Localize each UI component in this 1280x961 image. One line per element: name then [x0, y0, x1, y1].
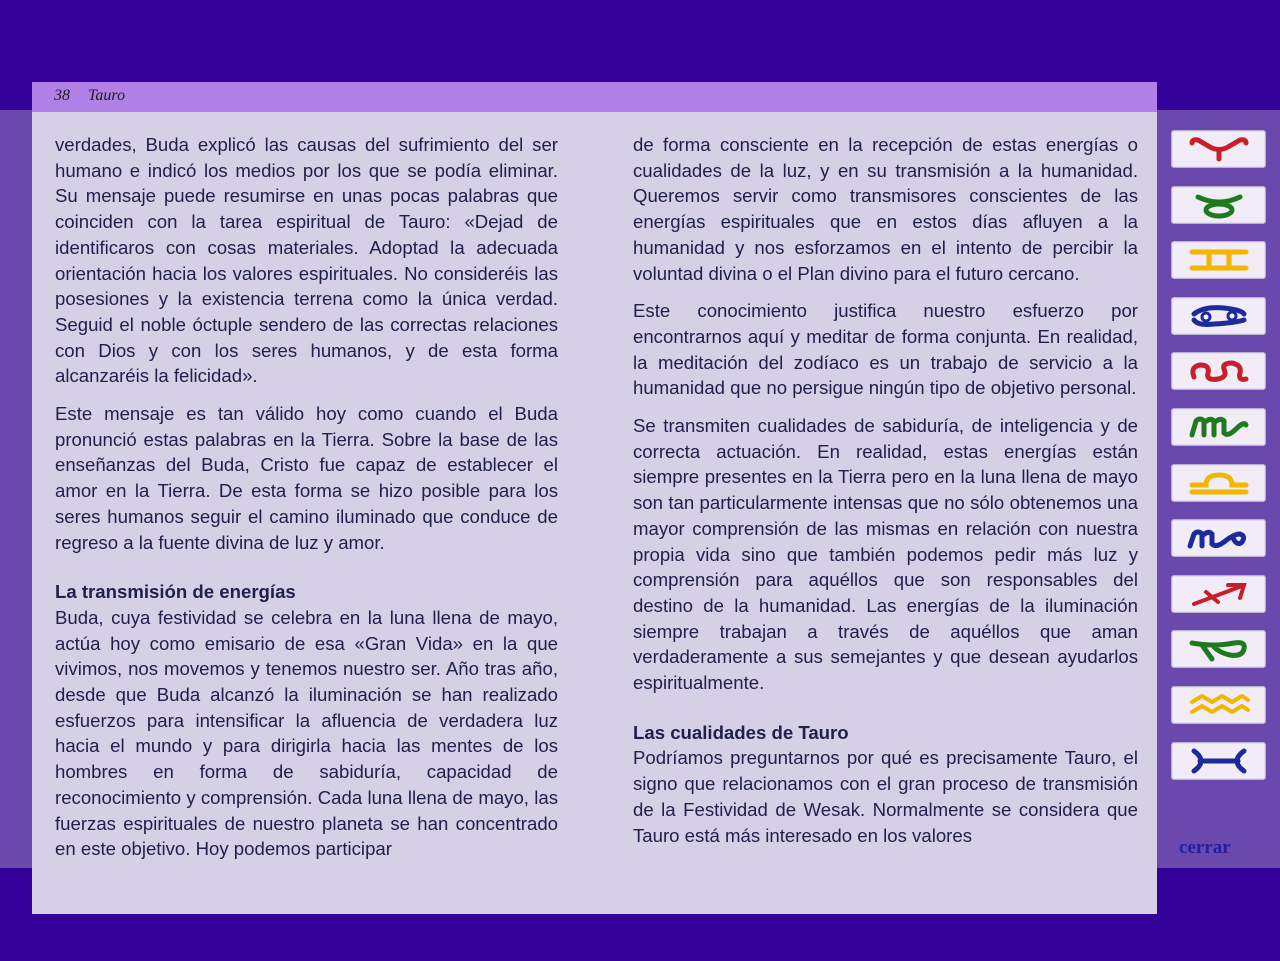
cancer-icon [1184, 302, 1254, 330]
sagittarius-icon [1184, 580, 1254, 608]
libra-icon [1184, 469, 1254, 497]
left-column [55, 132, 558, 874]
leo-icon [1184, 357, 1254, 385]
chapter-title: Tauro [88, 87, 126, 104]
zodiac-button-taurus[interactable] [1171, 186, 1266, 224]
pisces-icon [1184, 747, 1254, 775]
paragraph: de forma consciente en la recepción de estas energías o cualidades de la luz, y en su transmisión a la humanidad. Queremos servir como transmisores conscientes de las energías espirituales que en estos días afluyen a la humanidad y nos esforzamos en el intento de percibir la voluntad divina o el Plan divino para el futuro cercano. [633, 134, 1138, 284]
paragraph: Se transmiten cualidades de sabiduría, de inteligencia y de correcta actuación. En realidad, estas energías están siempre presentes en la Tierra pero en la luna llena de mayo son tan particularmente intensas que no sólo obtenemos una mayor comprensión de las mismas en relación con nuestra propia vida sino que también podemos pedir más luz y comprensión para aquéllos que son responsables del destino de la humanidad. Las energías de la iluminación siempre trabajan a través de aquéllos que aman verdaderamente a sus semejantes y que desean ayudarlos espiritualmente. [633, 415, 1138, 694]
section-heading: Las cualidades de Tauro [633, 721, 849, 743]
zodiac-button-virgo[interactable] [1171, 408, 1266, 446]
zodiac-button-scorpio[interactable] [1171, 519, 1266, 557]
paragraph: Este conocimiento justifica nuestro esfuerzo por encontrarnos aquí y meditar de forma conjunta. En realidad, la meditación del zodíaco es un trabajo de servicio a la humanidad que no persigue ningún tipo de objetivo personal. [633, 300, 1138, 399]
page-number: 38 [54, 87, 70, 104]
book-page [32, 82, 1157, 914]
section-heading: La transmisión de energías [55, 581, 296, 603]
capricorn-icon [1184, 635, 1254, 663]
close-link[interactable]: cerrar [1179, 837, 1231, 858]
zodiac-button-pisces[interactable] [1171, 742, 1266, 780]
zodiac-button-cancer[interactable] [1171, 297, 1266, 335]
paragraph: verdades, Buda explicó las causas del sufrimiento del ser humano e indicó los medios por los que se podía eliminar. Su mensaje puede resumirse en unas pocas palabras que coinciden con la tarea espiritual de Tauro: «Dejad de identificaros con cosas materiales. Adoptad la adecuada orientación hacia los valores espirituales. No consideréis las posesiones y la existencia terrena como la única verdad. Seguid el noble óctuple sendero de las correctas relaciones con Dios y con los seres humanos, y de esta forma alcanzaréis la felicidad». [55, 134, 558, 387]
zodiac-navigation [1171, 130, 1266, 797]
paragraph: Buda, cuya festividad se celebra en la luna llena de mayo, actúa hoy como emisario de esa «Gran Vida» en la que vivimos, nos movemos y tenemos nuestro ser. Año tras año, desde que Buda alcanzó la iluminación se han realizado esfuerzos para intensificar la afluencia de verdadera luz hacia el mundo y para dirigirla hacia las mentes de los hombres en forma de sabiduría, capacidad de reconocimiento y comprensión. Cada luna llena de mayo, las fuerzas espirituales de nuestro planeta se han concentrado en este objetivo. Hoy podemos participar [55, 606, 558, 860]
aries-icon [1184, 135, 1254, 163]
taurus-icon [1184, 191, 1254, 219]
right-column [633, 132, 1138, 860]
zodiac-button-sagittarius[interactable] [1171, 575, 1266, 613]
zodiac-button-aries[interactable] [1171, 130, 1266, 168]
zodiac-button-libra[interactable] [1171, 464, 1266, 502]
paragraph: Este mensaje es tan válido hoy como cuando el Buda pronunció estas palabras en la Tierra. Sobre la base de las enseñanzas del Buda, Cristo fue capaz de establecer el amor en la Tierra. De esta forma se hizo posible para los seres humanos seguir el camino iluminado que conduce de regreso a la fuente divina de luz y amor. [55, 403, 558, 553]
zodiac-button-capricorn[interactable] [1171, 630, 1266, 668]
zodiac-button-aquarius[interactable] [1171, 686, 1266, 724]
gemini-icon [1184, 246, 1254, 274]
page-header [32, 82, 1157, 112]
virgo-icon [1184, 413, 1254, 441]
aquarius-icon [1184, 691, 1254, 719]
zodiac-button-gemini[interactable] [1171, 241, 1266, 279]
scorpio-icon [1184, 524, 1254, 552]
paragraph: Podríamos preguntarnos por qué es precisamente Tauro, el signo que relacionamos con el gran proceso de transmisión de la Festividad de Wesak. Normalmente se considera que Tauro está más interesado en los valores [633, 747, 1138, 846]
zodiac-button-leo[interactable] [1171, 352, 1266, 390]
